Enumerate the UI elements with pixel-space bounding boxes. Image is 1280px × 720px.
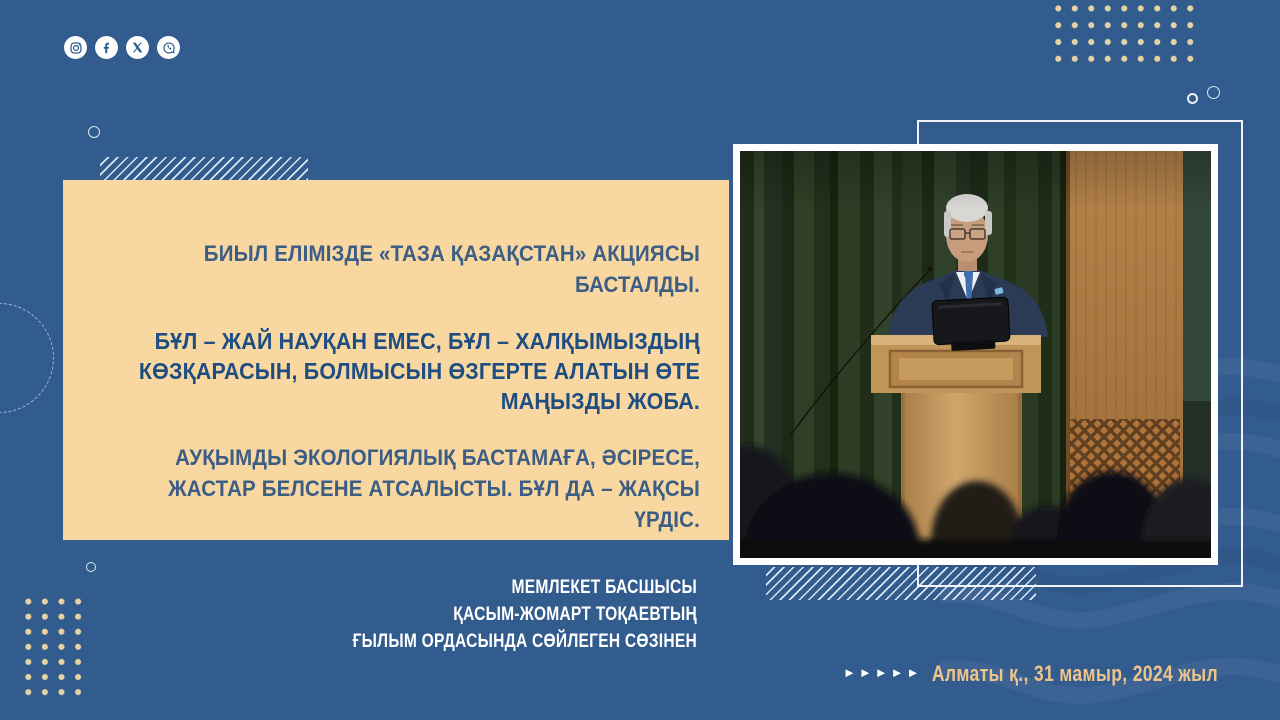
quote-paragraph-1: БИЫЛ ЕЛІМІЗДЕ «ТАЗА ҚАЗАҚСТАН» АКЦИЯСЫ БАСТАЛДЫ. — [203, 241, 700, 297]
dot-grid-bottom-left — [20, 594, 88, 700]
quote-paragraph-2: БҰЛ – ЖАЙ НАУҚАН ЕМЕС, БҰЛ – ХАЛҚЫМЫЗДЫҢ КӨЗҚАРАСЫН, БОЛМЫСЫН ӨЗГЕРТЕ АЛАТЫН ӨТЕ МАҢЫЗДЫ ЖОБА. — [138, 328, 701, 414]
ring-decoration-bottom-left — [86, 562, 96, 572]
attribution-line-2: ҚАСЫМ-ЖОМАРТ ТОҚАЕВТЫҢ — [453, 604, 697, 625]
quote-card — [63, 180, 729, 540]
ring-decoration-top-left — [88, 126, 100, 138]
whatsapp-icon[interactable] — [157, 36, 180, 59]
social-icons-bar — [64, 36, 180, 59]
dashed-circle-decoration — [0, 303, 54, 413]
dot-ring-decoration-top-right — [1187, 93, 1198, 104]
attribution-line-3: ҒЫЛЫМ ОРДАСЫНДА СӨЙЛЕГЕН СӨЗІНЕН — [352, 631, 697, 652]
dot-grid-top-right — [1050, 0, 1200, 66]
event-dateline: Алматы қ., 31 мамыр, 2024 жыл — [931, 661, 1218, 686]
quote-text-block — [112, 238, 700, 561]
ring-decoration-top-right — [1207, 86, 1220, 99]
attribution-block — [238, 574, 697, 655]
attribution-line-1: МЕМЛЕКЕТ БАСШЫСЫ — [511, 577, 697, 598]
quote-paragraph-3: АУҚЫМДЫ ЭКОЛОГИЯЛЫҚ БАСТАМАҒА, ӘСІРЕСЕ, ЖАСТАР БЕЛСЕНЕ АТСАЛЫСТЫ. БҰЛ ДА – ЖАҚСЫ ҮРДІС. — [168, 445, 701, 532]
speaker-photo — [733, 144, 1218, 565]
hatch-stripe-above-card — [100, 157, 308, 180]
arrow-decoration: ►►►►► — [843, 665, 923, 680]
instagram-icon[interactable] — [64, 36, 87, 59]
facebook-icon[interactable] — [95, 36, 118, 59]
x-icon[interactable] — [126, 36, 149, 59]
